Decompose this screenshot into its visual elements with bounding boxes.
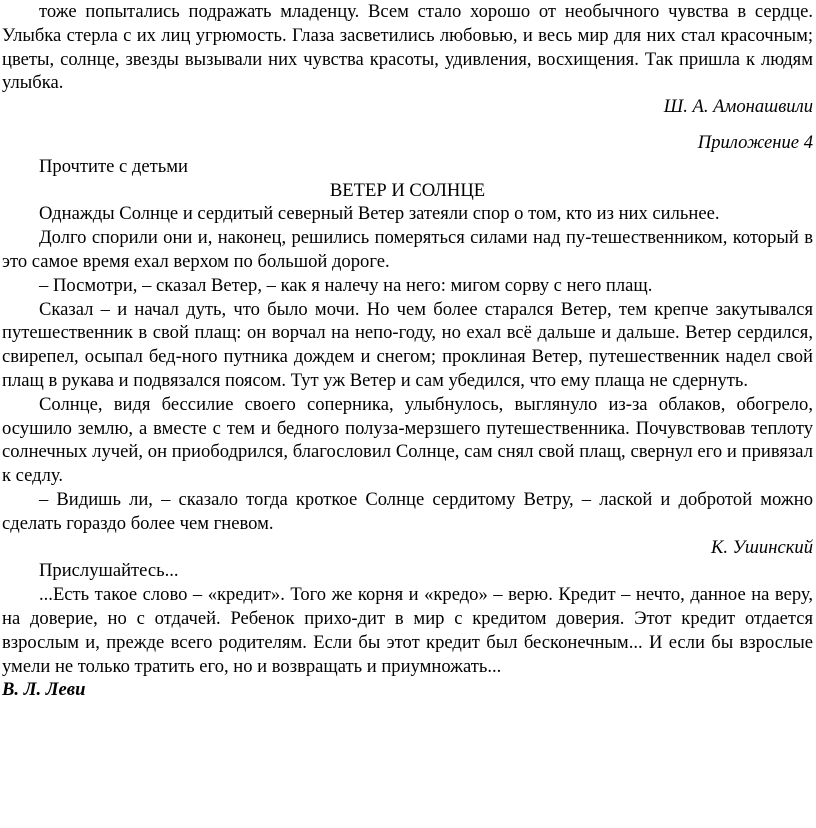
story-paragraph: Солнце, видя бессилие своего соперника, улыбнулось, выглянуло из-за облаков, обогрело, осушило землю, а вместе с тем и бедного полуза-мерзшего путешественника. Почувствовав теплоту солнечных лучей, он приободрился, благословил Солнце, сам снял свой плащ, свернул его и привязал к седлу. [2,393,813,487]
story-paragraph: Долго спорили они и, наконец, решились померяться силами над пу-тешественником, который в это самое время ехал верхом по большой дороге. [2,227,813,272]
appendix-label: Приложение 4 [697,131,813,153]
author-amonashvili: Ш. А. Амонашвили [663,96,813,118]
story-title: ВЕТЕР И СОЛНЦЕ [329,179,486,201]
story-paragraph: Сказал – и начал дуть, что было мочи. Но чем более старался Ветер, тем крепче закутывался путешественник в свой плащ: он ворчал на непо-году, но ехал всё дальше и дальше. Ветер сердился, свирепел, осыпал бед-ного путника дождем и снегом; проклиная Ветер, путешественник надел свой плащ в рукава и подвязался поясом. Тут уж Ветер и сам убедился, что ему плаща не сдернуть. [2,298,813,391]
credit-paragraph: ...Есть такое слово – «кредит». Того же корня и «кредо» – верю. Кредит – нечто, данное на веру, на доверие, но с отдачей. Ребенок прихо-дит в мир с кредитом доверия. Этот кредит отдается взрослым и, прежде всего родителям. Если бы этот кредит был бесконечным... И если бы взрослые умели не только тратить его, но и возвращать и приумножать... [2,584,813,677]
author-levi: В. Л. Леви [2,679,86,701]
listen-heading: Прислушайтесь... [39,560,179,582]
author-ushinsky: К. Ушинский [710,536,813,558]
intro-paragraph: тоже попытались подражать младенцу. Всем стало хорошо от необычного чувства в сердце. Улыбка стерла с их лиц угрюмость. Глаза засветились любовью, и весь мир для них стал красочным; цветы, солнце, звезды вызывали них чувства красоты, удивления, восхищения. Так пришла к людям улыбка. [2,1,813,94]
read-instruction: Прочтите с детьми [39,155,188,177]
story-paragraph: – Видишь ли, – сказало тогда кроткое Солнце сердитому Ветру, – лаской и добротой можно сделать гораздо более чем гневом. [2,488,813,534]
story-paragraph: – Посмотри, – сказал Ветер, – как я налечу на него: мигом сорву с него плащ. [39,274,653,296]
story-paragraph: Однажды Солнце и сердитый северный Ветер затеяли спор о том, кто из них сильнее. [39,203,720,225]
